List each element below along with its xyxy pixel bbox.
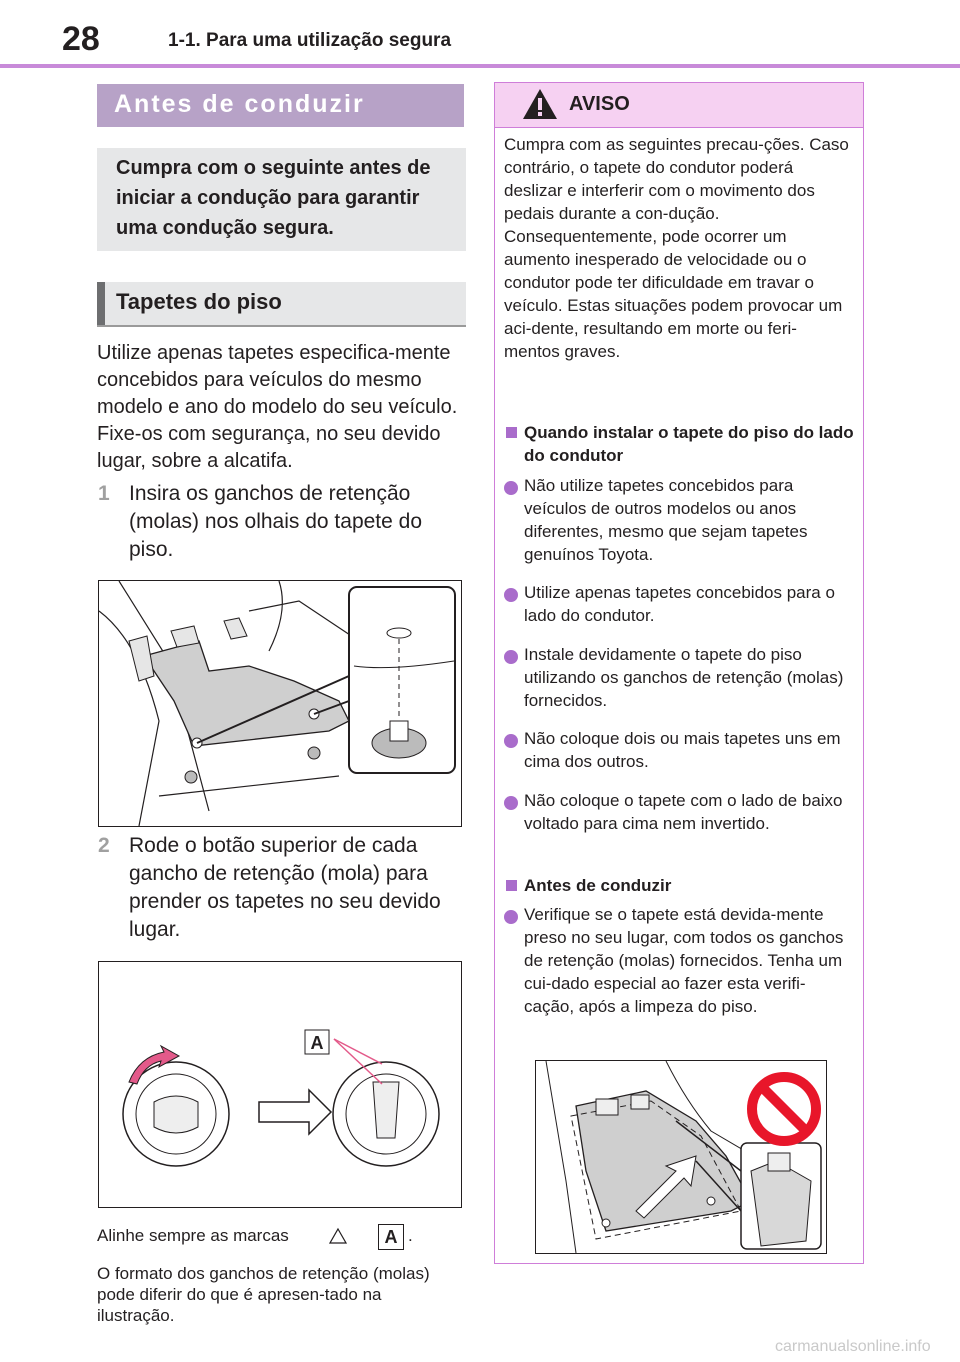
step-text: Rode o botão superior de cada gancho de retenção (mola) para prender os tapetes no seu devido lugar. (129, 834, 441, 941)
warning-icon (521, 87, 559, 121)
circle-bullet-icon (504, 650, 518, 664)
warning-intro: Cumpra com as seguintes precau-ções. Caso contrário, o tapete do condutor poderá deslizar e interferir com o movimento dos pedais durante a con-dução. Consequentemente, pode ocorrer um aumento inesperado de velocidade ou o condutor pode ter dificuldade em travar o veículo. Estas situações podem provocar um aci-dente, resultando em morte ou feri-mentos graves. (504, 135, 849, 361)
align-text: Alinhe sempre as marcas (97, 1226, 289, 1245)
note-paragraph: O formato dos ganchos de retenção (molas) pode diferir do que é apresen-tado na ilustração. (97, 1264, 430, 1325)
floor-mat-illustration (98, 580, 462, 827)
page-number: 28 (62, 20, 100, 58)
warning-item: Instale devidamente o tapete do piso utilizando os ganchos de retenção (molas) fornecidos. (524, 645, 844, 710)
warning-box (494, 82, 864, 1264)
figure-label-a: A (310, 1033, 324, 1053)
retention-hook-illustration (98, 961, 462, 1208)
incorrect-mat-illustration (535, 1060, 827, 1254)
warning-section-title: Antes de conduzir (524, 876, 672, 895)
warning-header (495, 83, 863, 128)
warning-item: Não utilize tapetes concebidos para veículos de outros modelos ou anos diferentes, mesmo que sejam tapetes genuínos Toyota. (524, 476, 808, 564)
warning-item: Utilize apenas tapetes concebidos para o lado do condutor. (524, 583, 835, 625)
circle-bullet-icon (504, 910, 518, 924)
section-heading: Antes de conduzir (114, 90, 365, 118)
subheading: Tapetes do piso (116, 289, 282, 314)
step-1 (98, 480, 468, 570)
warning-section-title: Quando instalar o tapete do piso do lado do condutor (524, 423, 854, 465)
step-2 (98, 832, 468, 944)
step-text: Insira os ganchos de retenção (molas) nos olhais do tapete do piso. (129, 482, 423, 561)
square-bullet-icon (506, 427, 517, 438)
header-rule (0, 64, 960, 68)
watermark: carmanualsonline.info (775, 1338, 931, 1355)
circle-bullet-icon (504, 481, 518, 495)
align-end: . (408, 1226, 413, 1245)
subheading-accent (97, 282, 105, 325)
warning-item: Verifique se o tapete está devida-mente preso no seu lugar, com todos os ganchos de retenção (molas) fornecidos. Tenha um cui-dado especial ao fazer esta verifi-cação, após a limpeza do piso. (524, 905, 844, 1016)
intro-box (97, 148, 466, 251)
step-number: 1 (98, 482, 110, 505)
intro-text: Cumpra com o seguinte antes de iniciar a condução para garantir uma condução segura. (116, 157, 431, 239)
warning-item: Não coloque o tapete com o lado de baixo voltado para cima nem invertido. (524, 791, 843, 833)
square-bullet-icon (506, 880, 517, 891)
prohibited-icon (752, 1077, 816, 1141)
subheading-bar (97, 282, 466, 327)
circle-bullet-icon (504, 734, 518, 748)
mark-a-badge: A (378, 1224, 404, 1250)
warning-item: Não coloque dois ou mais tapetes uns em cima dos outros. (524, 729, 841, 771)
circle-bullet-icon (504, 588, 518, 602)
triangle-mark-icon (329, 1227, 347, 1245)
circle-bullet-icon (504, 796, 518, 810)
step-number: 2 (98, 834, 110, 857)
section-title: 1-1. Para uma utilização segura (168, 30, 452, 51)
section-heading-bar (97, 84, 464, 127)
intro-paragraph: Utilize apenas tapetes especifica-mente concebidos para veículos do mesmo modelo e ano do modelo do seu veículo. Fixe-os com segurança, no seu devido lugar, sobre a alcatifa. (97, 342, 458, 472)
warning-title: AVISO (569, 93, 630, 115)
